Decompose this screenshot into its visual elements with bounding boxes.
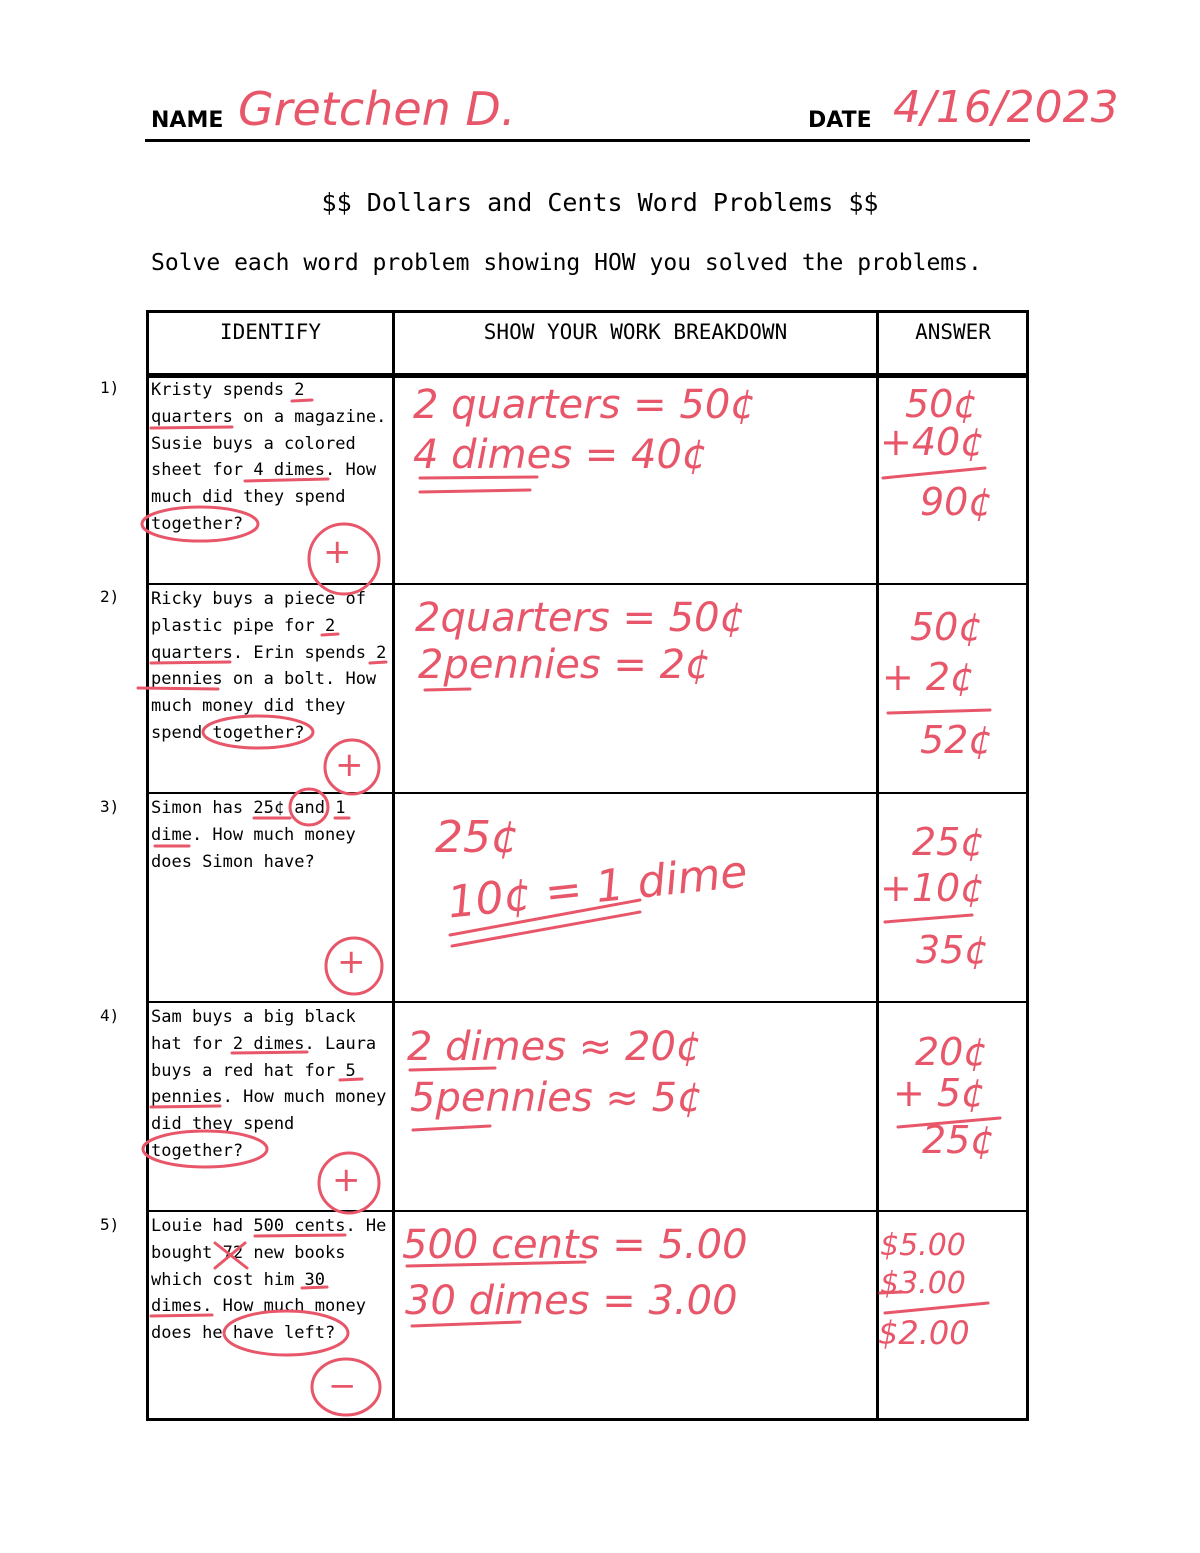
work-line: 2 dimes ≈ 20¢ xyxy=(407,1024,702,1070)
problem-text: Louie had 500 cents. He bought 72 new books which cost him 30 dimes. How much money does he have left? xyxy=(151,1216,387,1344)
work-line: 2quarters = 50¢ xyxy=(415,595,746,641)
operation-sign: − xyxy=(328,1366,357,1406)
column-header-identify: IDENTIFY xyxy=(219,320,322,344)
answer-addend: 25¢ xyxy=(912,820,985,864)
answer-addend: 50¢ xyxy=(910,605,983,649)
operation-sign: + xyxy=(323,532,352,572)
problem-text: Simon has 25¢ and 1 dime. How much money does Simon have? xyxy=(151,798,356,872)
date-label: DATE xyxy=(808,108,872,133)
answer-result: 35¢ xyxy=(916,928,989,972)
underline-mark xyxy=(232,1052,307,1053)
underline-mark xyxy=(412,1322,520,1326)
work-line: 5pennies ≈ 5¢ xyxy=(410,1075,703,1121)
operation-circle xyxy=(309,524,379,594)
underline-mark xyxy=(420,477,537,478)
column-header-work: SHOW YOUR WORK BREAKDOWN xyxy=(483,320,788,344)
operation-circle xyxy=(326,938,382,994)
answer-bar xyxy=(888,710,990,713)
answer-addend: + 2¢ xyxy=(882,655,975,699)
operation-circle xyxy=(325,740,379,794)
underline-mark xyxy=(420,490,530,492)
answer-result: 90¢ xyxy=(920,480,993,524)
answer-result: $2.00 xyxy=(878,1314,970,1352)
underline-mark xyxy=(413,1126,490,1130)
circle-together xyxy=(142,507,258,541)
problem-number: 5) xyxy=(100,1215,120,1234)
instructions: Solve each word problem showing HOW you solved the problems. xyxy=(151,250,982,276)
underline-mark xyxy=(151,662,230,663)
underline-mark xyxy=(425,689,470,690)
circle-and xyxy=(290,789,328,825)
worksheet-title: $$ Dollars and Cents Word Problems $$ xyxy=(321,188,879,217)
answer-bar xyxy=(883,468,985,478)
problem-number: 1) xyxy=(100,378,120,397)
answer-addend: 50¢ xyxy=(905,382,978,426)
work-line: 2pennies = 2¢ xyxy=(418,642,711,688)
answer-result: 52¢ xyxy=(920,718,993,762)
date-handwritten: 4/16/2023 xyxy=(893,82,1119,133)
operation-sign: + xyxy=(332,1160,361,1200)
operation-circle xyxy=(312,1359,380,1415)
work-line: 10¢ = 1 dime xyxy=(445,846,750,929)
underline-mark xyxy=(322,634,338,635)
underline-mark xyxy=(255,1235,345,1236)
work-line: 4 dimes = 40¢ xyxy=(413,432,708,478)
answer-bar xyxy=(898,1118,1000,1127)
answer-bar xyxy=(885,1303,988,1313)
problem-text: Ricky buys a piece of plastic pipe for 2 quarters. Erin spends 2 pennies on a bolt. How much money did they spend together? xyxy=(151,589,387,743)
underline-mark xyxy=(151,427,232,428)
answer-addend: + 5¢ xyxy=(893,1071,986,1115)
answer-addend: +10¢ xyxy=(880,866,985,910)
answer-bar xyxy=(885,915,972,922)
circle-together xyxy=(143,1131,267,1167)
work-line: 25¢ xyxy=(435,812,519,863)
operation-sign: + xyxy=(337,942,366,982)
underline-mark xyxy=(340,1079,362,1080)
work-line: 2 quarters = 50¢ xyxy=(413,382,756,428)
circle-have-left xyxy=(224,1311,348,1355)
answer-addend: $3.00 xyxy=(880,1266,966,1301)
underline-mark xyxy=(302,1287,327,1288)
name-label: NAME xyxy=(151,108,224,133)
answer-addend: +40¢ xyxy=(880,420,985,464)
answer-addend: 20¢ xyxy=(915,1030,988,1074)
underline-mark xyxy=(138,688,218,689)
underline-mark xyxy=(151,1315,212,1316)
operation-sign: + xyxy=(335,745,364,785)
problem-text: Kristy spends 2 quarters on a magazine. Susie buys a colored sheet for 4 dimes. How much did they spend together? xyxy=(151,380,387,534)
minus-mark xyxy=(880,1292,902,1293)
operation-circle xyxy=(319,1153,379,1213)
underline-mark xyxy=(292,400,312,401)
answer-result: 25¢ xyxy=(922,1118,995,1162)
problem-number: 3) xyxy=(100,797,120,816)
work-line: 30 dimes = 3.00 xyxy=(405,1278,738,1324)
problem-number: 2) xyxy=(100,587,120,606)
underline-mark xyxy=(370,662,386,663)
student-name-handwritten: Gretchen D. xyxy=(238,82,516,136)
underline-mark xyxy=(407,1262,585,1266)
problem-text: Sam buys a big black hat for 2 dimes. Laura buys a red hat for 5 pennies. How much money did they spend together? xyxy=(151,1007,387,1161)
column-header-answer: ANSWER xyxy=(915,320,991,344)
work-line: 500 cents = 5.00 xyxy=(402,1222,748,1268)
underline-mark xyxy=(245,479,328,481)
problem-number: 4) xyxy=(100,1006,120,1025)
underline-mark xyxy=(410,1068,495,1070)
answer-addend: $5.00 xyxy=(880,1228,966,1263)
circle-together xyxy=(203,716,313,748)
underline-mark xyxy=(151,1106,220,1107)
